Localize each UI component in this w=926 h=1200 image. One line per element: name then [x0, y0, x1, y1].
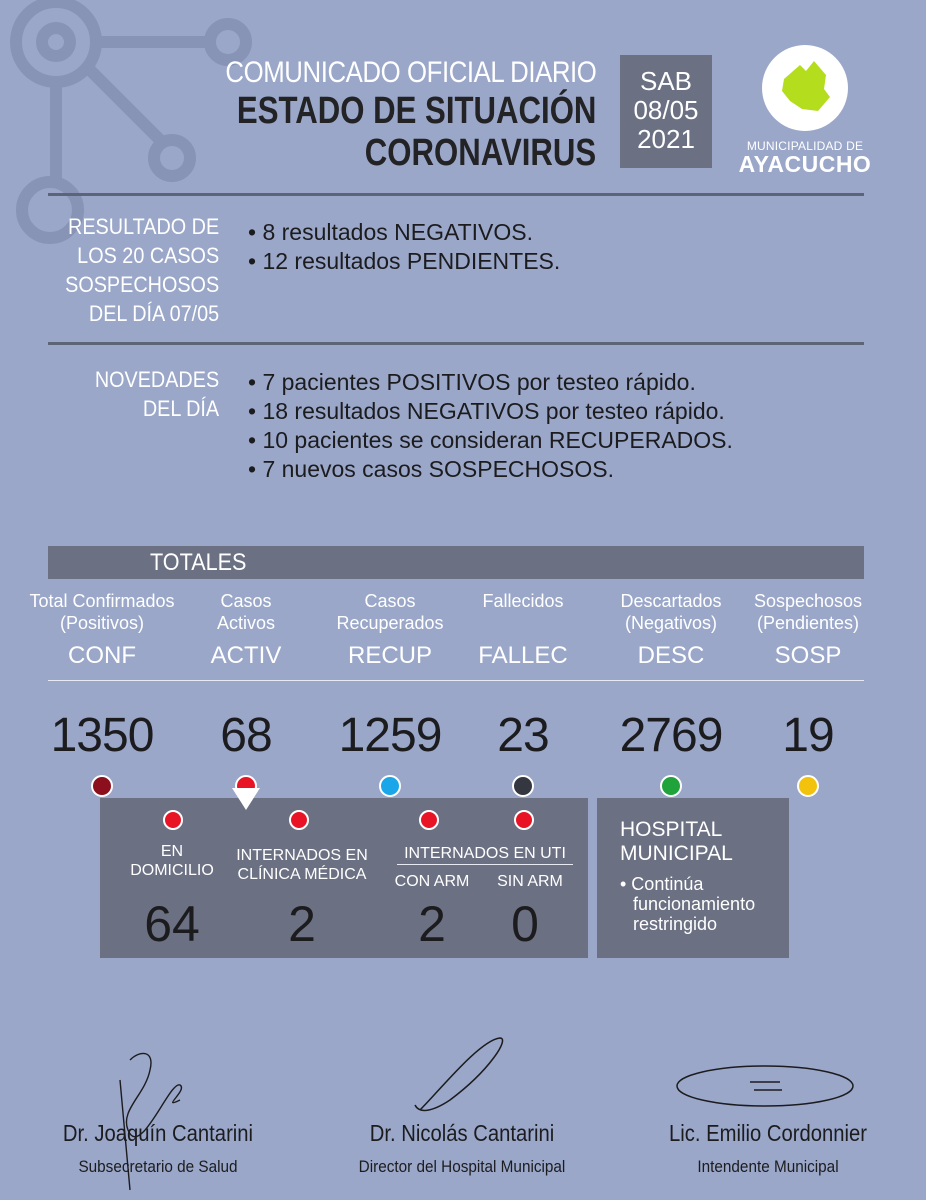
text-line: funcionamiento	[633, 894, 756, 914]
title-line: MUNICIPAL	[620, 842, 733, 865]
totals-title: TOTALES	[150, 549, 247, 576]
con-arm-value: 2	[418, 896, 446, 952]
col-label: Casos	[220, 591, 272, 611]
label-line: INTERNADOS EN	[236, 847, 368, 864]
label-line: CLÍNICA MÉDICA	[237, 866, 367, 883]
label-line: DOMICILIO	[130, 862, 214, 879]
col-label: Recuperados	[336, 613, 444, 633]
total-column-activ	[166, 590, 326, 797]
signature-block	[327, 1120, 597, 1177]
list-item: • 10 pacientes se consideran RECUPERADOS.	[248, 427, 733, 453]
col-label: Casos	[364, 591, 416, 611]
news-label-line: DEL DÍA	[142, 396, 219, 421]
col-value: 23	[497, 709, 549, 762]
col-value: 2769	[619, 709, 723, 762]
status-dot-icon	[797, 775, 819, 797]
signature-name: Dr. Nicolás Cantarini	[369, 1120, 555, 1146]
news-list	[248, 368, 733, 484]
col-code: ACTIV	[210, 642, 282, 669]
status-dot-icon	[91, 775, 113, 797]
results-label-line: DEL DÍA 07/05	[88, 301, 219, 326]
col-label: Total Confirmados	[29, 591, 175, 611]
title-line: HOSPITAL	[620, 818, 723, 841]
domicilio-label	[120, 842, 224, 880]
total-column-fallec	[443, 590, 603, 797]
list-item: • 8 resultados NEGATIVOS.	[248, 219, 534, 245]
uti-title: INTERNADOS EN UTI	[404, 845, 566, 862]
list-item: • 7 pacientes POSITIVOS por testeo rápido.	[248, 369, 696, 395]
signature-name: Lic. Emilio Cordonnier	[669, 1120, 867, 1146]
sin-arm-value: 0	[511, 896, 539, 952]
clinica-value: 2	[288, 896, 316, 952]
signature-role: Intendente Municipal	[697, 1157, 839, 1176]
status-dot-icon	[379, 775, 401, 797]
results-list	[248, 218, 560, 276]
logo-line-2: AYACUCHO	[738, 151, 872, 177]
sin-arm-label: SIN ARM	[497, 873, 563, 890]
domicilio-value: 64	[144, 896, 200, 952]
date-box	[620, 55, 712, 168]
results-label	[65, 212, 219, 328]
col-code: DESC	[637, 642, 705, 669]
red-dot-icon	[163, 810, 183, 830]
clinica-label	[232, 846, 372, 884]
logo-emblem-icon	[762, 45, 848, 131]
red-dot-icon	[419, 810, 439, 830]
col-code: FALLEC	[478, 642, 568, 669]
col-code: SOSP	[774, 642, 842, 669]
signature-block	[633, 1120, 903, 1177]
label-line: EN	[160, 843, 184, 860]
signature-name: Dr. Joaquín Cantarini	[62, 1120, 254, 1146]
results-label-line: LOS 20 CASOS	[77, 243, 219, 268]
status-dot-icon	[512, 775, 534, 797]
date-daymonth: 08/05	[633, 95, 699, 125]
signature-role: Subsecretario de Salud	[78, 1157, 238, 1176]
list-item: • 7 nuevos casos SOSPECHOSOS.	[248, 456, 614, 482]
hospital-status	[620, 874, 755, 934]
col-label: Descartados	[620, 591, 722, 611]
municipality-logo	[735, 45, 875, 180]
list-item: • 12 resultados PENDIENTES.	[248, 248, 561, 274]
total-column-sosp	[728, 590, 888, 797]
results-label-line: SOSPECHOSOS	[64, 272, 219, 297]
col-label: (Pendientes)	[756, 613, 860, 633]
text-line: restringido	[633, 914, 718, 934]
red-dot-icon	[514, 810, 534, 830]
signature-block	[38, 1120, 278, 1177]
header-line-2: ESTADO DE SITUACIÓN	[236, 90, 596, 132]
text-line: • Continúa	[620, 874, 704, 894]
col-label: Activos	[216, 613, 276, 633]
total-column-desc	[591, 590, 751, 797]
news-label	[95, 365, 219, 423]
col-label: Fallecidos	[482, 591, 564, 611]
col-value: 19	[782, 709, 834, 762]
col-label: (Positivos)	[59, 613, 144, 633]
date-year: 2021	[637, 124, 695, 154]
header-line-1: COMUNICADO OFICIAL DIARIO	[224, 56, 596, 89]
uti-divider	[397, 864, 573, 865]
col-code: CONF	[68, 642, 136, 669]
pointer-triangle-icon	[232, 788, 260, 810]
news-label-line: NOVEDADES	[94, 367, 219, 392]
col-value: 1350	[50, 709, 154, 762]
col-label: (Negativos)	[624, 613, 718, 633]
signature-role: Director del Hospital Municipal	[358, 1157, 566, 1176]
total-column-conf	[22, 590, 182, 797]
signature-graphic	[670, 1058, 860, 1118]
col-value: 68	[220, 709, 272, 762]
divider	[48, 342, 864, 345]
col-label: Sospechosos	[753, 591, 863, 611]
logo-line-1: MUNICIPALIDAD DE	[746, 139, 864, 153]
hospital-title	[620, 818, 733, 866]
con-arm-label: CON ARM	[394, 873, 470, 890]
totals-header	[48, 546, 864, 579]
col-value: 1259	[338, 709, 442, 762]
date-day: SAB	[639, 66, 693, 96]
results-label-line: RESULTADO DE	[67, 214, 220, 239]
signature-graphic	[400, 1030, 520, 1120]
red-dot-icon	[289, 810, 309, 830]
divider	[48, 193, 864, 196]
header-line-3: CORONAVIRUS	[364, 132, 596, 174]
list-item: • 18 resultados NEGATIVOS por testeo rápido.	[248, 398, 725, 424]
status-dot-icon	[660, 775, 682, 797]
col-code: RECUP	[347, 642, 432, 669]
